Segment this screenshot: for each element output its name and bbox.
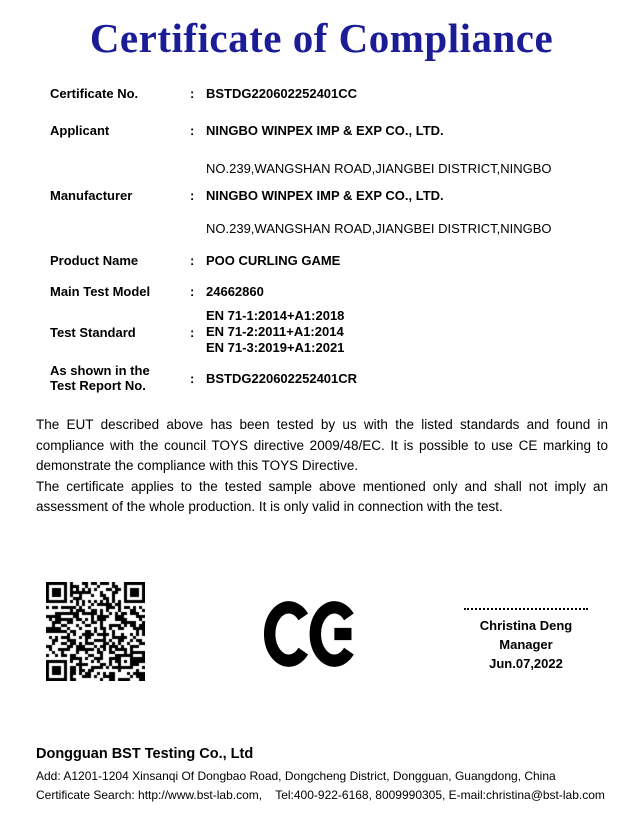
footer [36, 746, 643, 805]
product-name-label: Product Name [50, 253, 139, 268]
field-applicant [50, 123, 643, 138]
statement-paragraph-1: The EUT described above has been tested by us with the listed standards and found in compliance with the council TOYS directive 2009/48/EC. It is possible to use CE marking to demonstrate the compliance with this TOYS Directive. [36, 417, 608, 473]
field-manufacturer [50, 188, 643, 203]
test-standard-line: EN 71-3:2019+A1:2021 [206, 340, 345, 355]
colon-separator: : [190, 284, 195, 299]
statement-paragraph-2: The certificate applies to the tested sample above mentioned only and shall not imply an assessment of the whole production. It is only valid in connection with the test. [36, 478, 608, 514]
manufacturer-label: Manufacturer [50, 188, 133, 203]
main-test-model-value: 24662860 [206, 284, 264, 299]
colon-separator: : [190, 188, 195, 203]
applicant-value: NINGBO WINPEX IMP & EXP CO., LTD. [206, 123, 444, 138]
test-standard-line: EN 71-1:2014+A1:2018 [206, 308, 345, 323]
signatory-role: Manager [499, 636, 553, 652]
qr-code-image [46, 582, 145, 681]
field-test-standard [50, 308, 643, 356]
test-report-label-line2: Test Report No. [50, 378, 146, 393]
field-test-report-no [50, 363, 643, 393]
colon-separator: : [190, 123, 195, 138]
field-main-test-model [50, 284, 643, 299]
field-certificate-no [50, 86, 643, 101]
colon-separator: : [190, 253, 195, 268]
test-standard-values [206, 308, 643, 356]
signature-dotted-line [464, 608, 588, 610]
field-manufacturer-address [50, 221, 643, 236]
test-standard-line: EN 71-2:2011+A1:2014 [206, 324, 344, 339]
logos-row [0, 582, 643, 688]
field-product-name [50, 253, 643, 268]
certificate-title: Certificate of Compliance [89, 15, 554, 61]
applicant-address: NO.239,WANGSHAN ROAD,JIANGBEI DISTRICT,NINGBO [206, 161, 552, 176]
applicant-label: Applicant [50, 123, 110, 138]
signature-date: Jun.07,2022 [489, 655, 563, 671]
qr-code-icon [46, 582, 145, 681]
colon-separator: : [190, 324, 195, 340]
test-report-value: BSTDG220602252401CR [206, 370, 358, 386]
certificate-no-value: BSTDG220602252401CC [206, 86, 358, 101]
test-standard-label: Test Standard [50, 324, 136, 340]
test-report-label [50, 363, 190, 393]
colon-separator: : [190, 86, 195, 101]
compliance-statement [36, 415, 608, 518]
ce-mark-graphic [264, 595, 361, 673]
footer-contact: Certificate Search: http://www.bst-lab.com, Tel:400-922-6168, 8009990305, E-mail:christina@bst-lab.com [36, 787, 605, 802]
signatory-name: Christina Deng [479, 617, 573, 633]
colon-separator: : [190, 370, 195, 386]
manufacturer-address: NO.239,WANGSHAN ROAD,JIANGBEI DISTRICT,NINGBO [206, 221, 552, 236]
manufacturer-value: NINGBO WINPEX IMP & EXP CO., LTD. [206, 188, 444, 203]
product-name-value: POO CURLING GAME [206, 253, 341, 268]
main-test-model-label: Main Test Model [50, 284, 151, 299]
field-applicant-address [50, 161, 643, 176]
signature-block [462, 608, 590, 673]
fields-section [50, 86, 643, 393]
ce-mark-icon [264, 595, 361, 673]
footer-company-name: Dongguan BST Testing Co., Ltd [36, 745, 254, 762]
footer-address: Add: A1201-1204 Xinsanqi Of Dongbao Road, Dongcheng District, Dongguan, Guangdong, China [36, 768, 556, 783]
test-report-label-line1: As shown in the [50, 363, 150, 378]
certificate-no-label: Certificate No. [50, 86, 139, 101]
